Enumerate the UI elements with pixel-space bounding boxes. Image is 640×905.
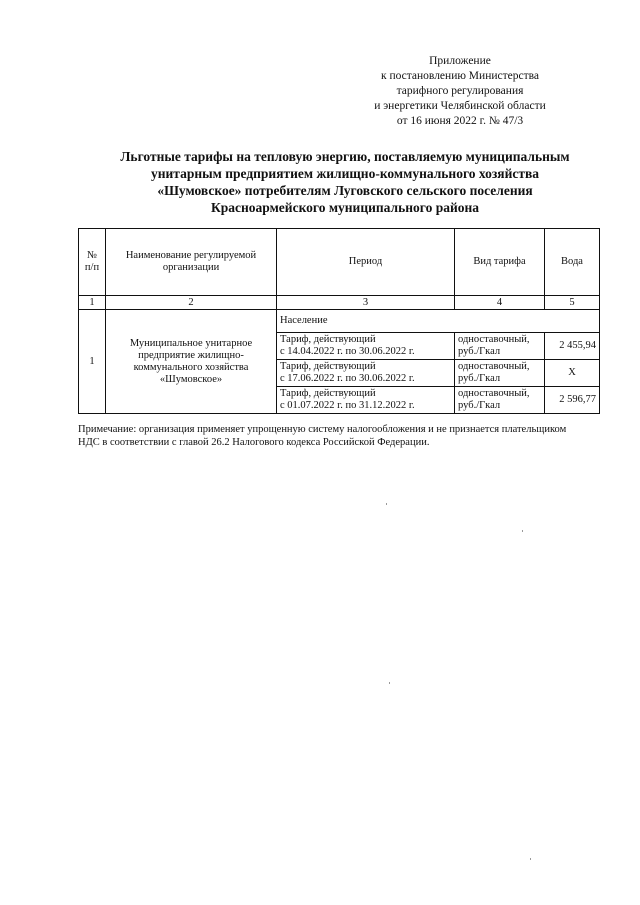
scan-speck [386,503,387,505]
tariff-type-name: одноставочный, [458,388,530,399]
appendix-line: от 16 июня 2022 г. № 47/3 [396,115,524,127]
header-organization: Наименование регулируемой организации [106,229,277,296]
tariff-type-name: одноставочный, [458,334,530,345]
document-title [80,148,610,216]
header-num: № п/п [79,229,106,296]
appendix-block [330,54,590,129]
column-number: 5 [545,296,600,310]
tariff-period [277,333,455,360]
row-number: 1 [79,310,106,414]
period-dates: с 17.06.2022 г. по 30.06.2022 г. [280,373,415,384]
scan-speck [530,858,531,860]
header-tariff-type: Вид тарифа [455,229,545,296]
footnote [78,423,608,449]
tariff-unit: руб./Гкал [458,400,501,411]
appendix-line: Приложение [429,55,491,67]
title-line: унитарным предприятием жилищно-коммунального хозяйства [150,166,540,181]
period-label: Тариф, действующий [280,361,376,372]
water-value: Х [545,360,600,387]
tariff-unit: руб./Гкал [458,346,501,357]
tariff-type [455,360,545,387]
period-label: Тариф, действующий [280,388,376,399]
organization-name: Муниципальное унитарное предприятие жилищно-коммунального хозяйства «Шумовское» [106,310,277,414]
scan-speck [522,530,523,532]
tariff-type-name: одноставочный, [458,361,530,372]
tariffs-table [78,228,600,414]
water-value: 2 596,77 [545,387,600,414]
title-line: Красноармейского муниципального района [210,200,480,215]
tariff-unit: руб./Гкал [458,373,501,384]
appendix-line: и энергетики Челябинской области [374,100,546,112]
tariff-type [455,333,545,360]
period-dates: с 14.04.2022 г. по 30.06.2022 г. [280,346,415,357]
appendix-line: тарифного регулирования [396,85,524,97]
tariff-period [277,387,455,414]
appendix-line: к постановлению Министерства [380,70,539,82]
table-header-row [79,229,600,296]
title-line: «Шумовское» потребителям Луговского сельского поселения [157,183,533,198]
consumer-group: Население [277,310,600,333]
scan-speck [389,682,390,684]
header-period: Период [277,229,455,296]
period-dates: с 01.07.2022 г. по 31.12.2022 г. [280,400,415,411]
title-line: Льготные тарифы на тепловую энергию, поставляемую муниципальным [120,149,570,164]
column-number-row [79,296,600,310]
water-value: 2 455,94 [545,333,600,360]
column-number: 2 [106,296,277,310]
period-label: Тариф, действующий [280,334,376,345]
header-water: Вода [545,229,600,296]
footnote-line: НДС в соответствии с главой 26.2 Налогового кодекса Российской Федерации. [78,437,430,448]
footnote-line: Примечание: организация применяет упрощенную систему налогообложения и не признается плательщиком [78,424,567,435]
table-row [79,310,600,333]
tariff-type [455,387,545,414]
column-number: 4 [455,296,545,310]
tariff-period [277,360,455,387]
column-number: 1 [79,296,106,310]
column-number: 3 [277,296,455,310]
